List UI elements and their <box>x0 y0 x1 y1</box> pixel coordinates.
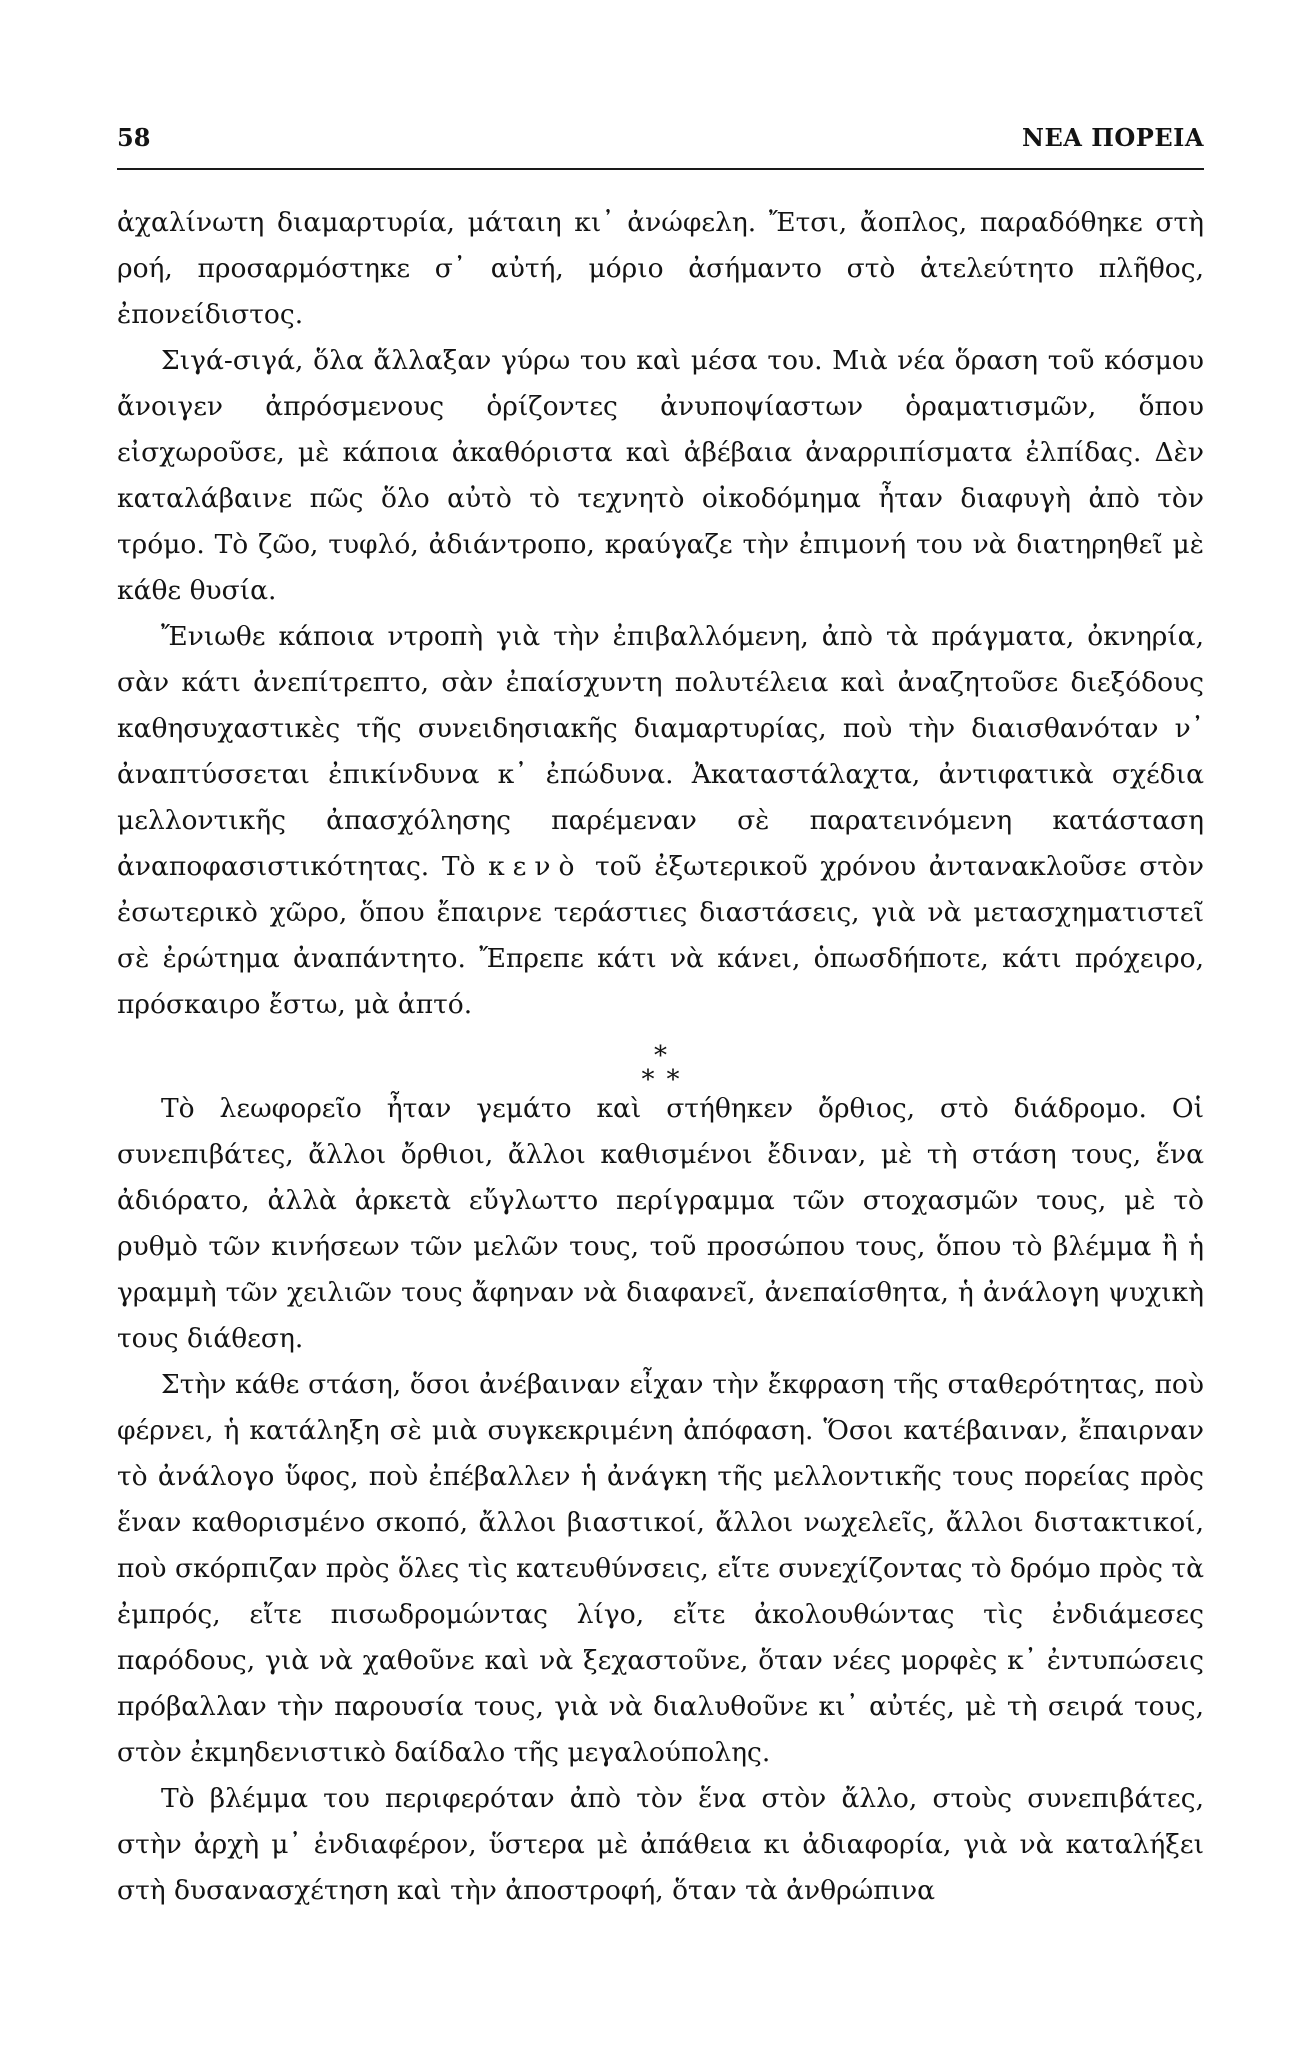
paragraph-1: ἀχαλίνωτη διαμαρτυρία, μάταιη κι᾽ ἀνώφελη. Ἔτσι, ἄοπλος, παραδόθηκε στὴ ροή, προσαρμόστηκε σ᾽ αὐτή, μόριο ἀσήμαντο στὸ ἀτελεύτητο πλῆθος, ἐπονείδιστος. <box>117 207 1204 330</box>
paragraph-3-text-before: Ἔνιωθε κάποια ντροπὴ γιὰ τὴν ἐπιβαλλόμενη, ἀπὸ τὰ πράγματα, ὀκνηρία, σὰν κάτι ἀνεπίτρεπτο, σὰν ἐπαίσχυντη πολυτέλεια καὶ ἀναζητοῦσε διεξόδους καθησυχαστικὲς τῆς συνειδησιακῆς διαμαρτυρίας, ποὺ τὴν διαισθανόταν ν᾽ ἀναπτύσσεται ἐπικίνδυνα κ᾽ ἐπώδυνα. Ἀκαταστάλαχτα, ἀντιφατικὰ σχέδια μελλοντικῆς ἀπασχόλησης παρέμεναν σὲ παρατεινόμενη κατάσταση ἀναποφασιστικότητας. Τὸ <box>117 621 1204 882</box>
asterism-left-star: * <box>641 1065 667 1095</box>
paragraph-4: Τὸ λεωφορεῖο ἦταν γεμάτο καὶ στήθηκεν ὄρθιος, στὸ διάδρομο. Οἱ συνεπιβάτες, ἄλλοι ὄρθιοι, ἄλλοι καθισμένοι ἔδιναν, μὲ τὴ στάση τους, ἕνα ἀδιόρατο, ἀλλὰ ἀρκετὰ εὔγλωττο περίγραμμα τῶν στοχασμῶν τους, μὲ τὸ ρυθμὸ τῶν κινήσεων τῶν μελῶν τους, τοῦ προσώπου τους, ὅπου τὸ βλέμμα ἢ ἡ γραμμὴ τῶν χειλιῶν τους ἄφηναν νὰ διαφανεῖ, ἀνεπαίσθητα, ἡ ἀνάλογη ψυχικὴ τους διάθεση. <box>117 1093 1204 1354</box>
asterism-right-star: * <box>666 1065 692 1095</box>
page-number: 58 <box>117 123 151 152</box>
paragraph-5: Στὴν κάθε στάση, ὅσοι ἀνέβαιναν εἶχαν τὴν ἔκφραση τῆς σταθερότητας, ποὺ φέρνει, ἡ κατάληξη σὲ μιὰ συγκεκριμένη ἀπόφαση. Ὅσοι κατέβαιναν, ἔπαιρναν τὸ ἀνάλογο ὕφος, ποὺ ἐπέβαλλεν ἡ ἀνάγκη τῆς μελλοντικῆς τους πορείας πρὸς ἕναν καθορισμένο σκοπό, ἄλλοι βιαστικοί, ἄλλοι νωχελεῖς, ἄλλοι διστακτικοί, ποὺ σκόρπιζαν πρὸς ὅλες τὶς κατευθύνσεις, εἴτε συνεχίζοντας τὸ δρόμο πρὸς τὰ ἐμπρός, εἴτε πισωδρομώντας λίγο, εἴτε ἀκολουθώντας τὶς ἐνδιάμεσες παρόδους, γιὰ νὰ χαθοῦνε καὶ νὰ ξεχαστοῦνε, ὅταν νέες μορφὲς κ᾽ ἐντυπώσεις πρόβαλλαν τὴν παρουσία τους, γιὰ νὰ διαλυθοῦνε κι᾽ αὐτές, μὲ τὴ σειρά τους, στὸν ἐκμηδενιστικὸ δαίδαλο τῆς μεγαλούπολης. <box>117 1369 1204 1768</box>
body-text <box>117 200 1204 1914</box>
spaced-emphasis-word: κενὸ <box>488 851 583 882</box>
running-title: ΝΕΑ ΠΟΡΕΙΑ <box>1022 123 1204 152</box>
paragraph-2: Σιγά-σιγά, ὅλα ἄλλαξαν γύρω του καὶ μέσα του. Μιὰ νέα ὅραση τοῦ κόσμου ἄνοιγεν ἀπρόσμενους ὁρίζοντες ἀνυποψίαστων ὁραματισμῶν, ὅπου εἰσχωροῦσε, μὲ κάποια ἀκαθόριστα καὶ ἀβέβαια ἀναρριπίσματα ἐλπίδας. Δὲν καταλάβαινε πῶς ὅλο αὐτὸ τὸ τεχνητὸ οἰκοδόμημα ἦταν διαφυγὴ ἀπὸ τὸν τρόμο. Τὸ ζῶο, τυφλό, ἀδιάντροπο, κραύγαζε τὴν ἐπιμονή του νὰ διατηρηθεῖ μὲ κάθε θυσία. <box>117 345 1204 606</box>
paragraph-3-text-after: τοῦ ἐξωτερικοῦ χρόνου ἀντανακλοῦσε στὸν ἐσωτερικὸ χῶρο, ὅπου ἔπαιρνε τεράστιες διαστάσεις, γιὰ νὰ μετασχηματιστεῖ σὲ ἐρώτημα ἀναπάντητο. Ἔπρεπε κάτι νὰ κάνει, ὁπωσδήποτε, κάτι πρόχειρο, πρόσκαιρο ἔστω, μὰ ἀπτό. <box>117 851 1204 1020</box>
paragraph-3 <box>117 614 1204 1028</box>
page-header <box>117 118 1204 158</box>
asterism-top-star: * <box>654 1041 667 1071</box>
header-rule <box>117 168 1204 170</box>
paragraph-6: Τὸ βλέμμα του περιφερόταν ἀπὸ τὸν ἕνα στὸν ἄλλο, στοὺς συνεπιβάτες, στὴν ἀρχὴ μ᾽ ἐνδιαφέρον, ὕστερα μὲ ἀπάθεια κι ἀδιαφορία, γιὰ νὰ καταλήξει στὴ δυσανασχέτηση καὶ τὴν ἀποστροφή, ὅταν τὰ ἀνθρώπινα <box>117 1783 1204 1906</box>
section-break-asterism <box>117 1028 1204 1095</box>
